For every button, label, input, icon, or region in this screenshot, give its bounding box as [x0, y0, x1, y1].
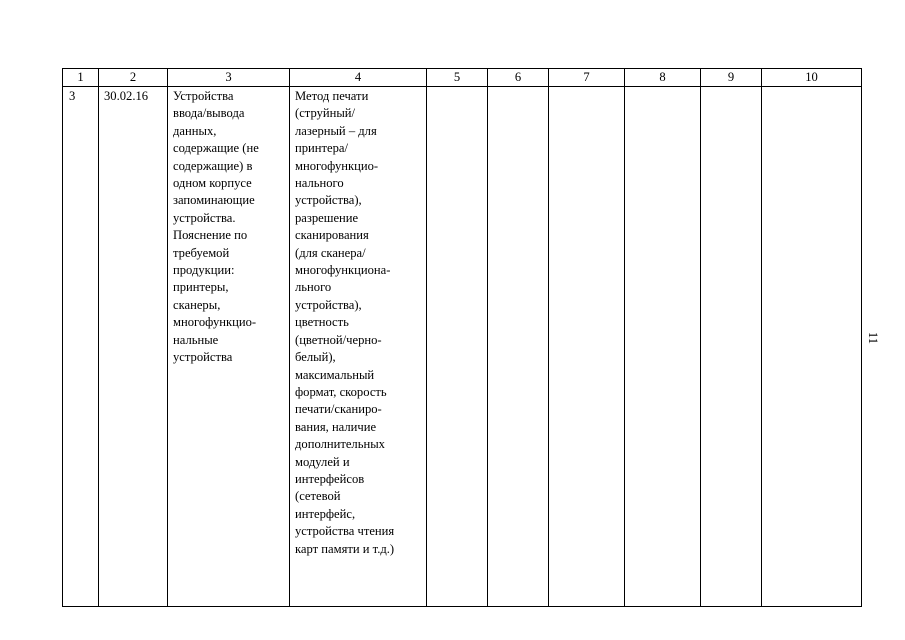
- cell-code: 30.02.16: [99, 87, 168, 607]
- cell-col-6: [488, 87, 549, 607]
- cell-col-9: [701, 87, 762, 607]
- column-header-5: 5: [427, 69, 488, 87]
- cell-product-name: Устройства ввода/вывода данных, содержащие (не содержащие) в одном корпусе запоминающие устройства. Пояснение по требуемой продукции: принтеры, сканеры, многофункцио- нальные устройства: [168, 87, 290, 607]
- column-header-10: 10: [762, 69, 862, 87]
- column-header-7: 7: [549, 69, 625, 87]
- requirements-table: [62, 68, 862, 607]
- cell-row-number: 3: [63, 87, 99, 607]
- column-header-1: 1: [63, 69, 99, 87]
- cell-characteristics: Метод печати (струйный/ лазерный – для принтера/ многофункцио- нального устройства), разрешение сканирования (для сканера/ многофункциона- льного устройства), цветность (цветной/черно- белый), максимальный формат, скорость печати/сканиро- вания, наличие дополнительных модулей и интерфейсов (сетевой интерфейс, устройства чтения карт памяти и т.д.): [290, 87, 427, 607]
- column-header-9: 9: [701, 69, 762, 87]
- cell-col-7: [549, 87, 625, 607]
- column-header-6: 6: [488, 69, 549, 87]
- column-header-4: 4: [290, 69, 427, 87]
- column-header-2: 2: [99, 69, 168, 87]
- column-header-8: 8: [625, 69, 701, 87]
- cell-col-8: [625, 87, 701, 607]
- cell-col-10: [762, 87, 862, 607]
- page-number: 11: [866, 331, 880, 345]
- table-row: [63, 87, 862, 607]
- cell-col-5: [427, 87, 488, 607]
- column-header-3: 3: [168, 69, 290, 87]
- column-number-row: [63, 69, 862, 87]
